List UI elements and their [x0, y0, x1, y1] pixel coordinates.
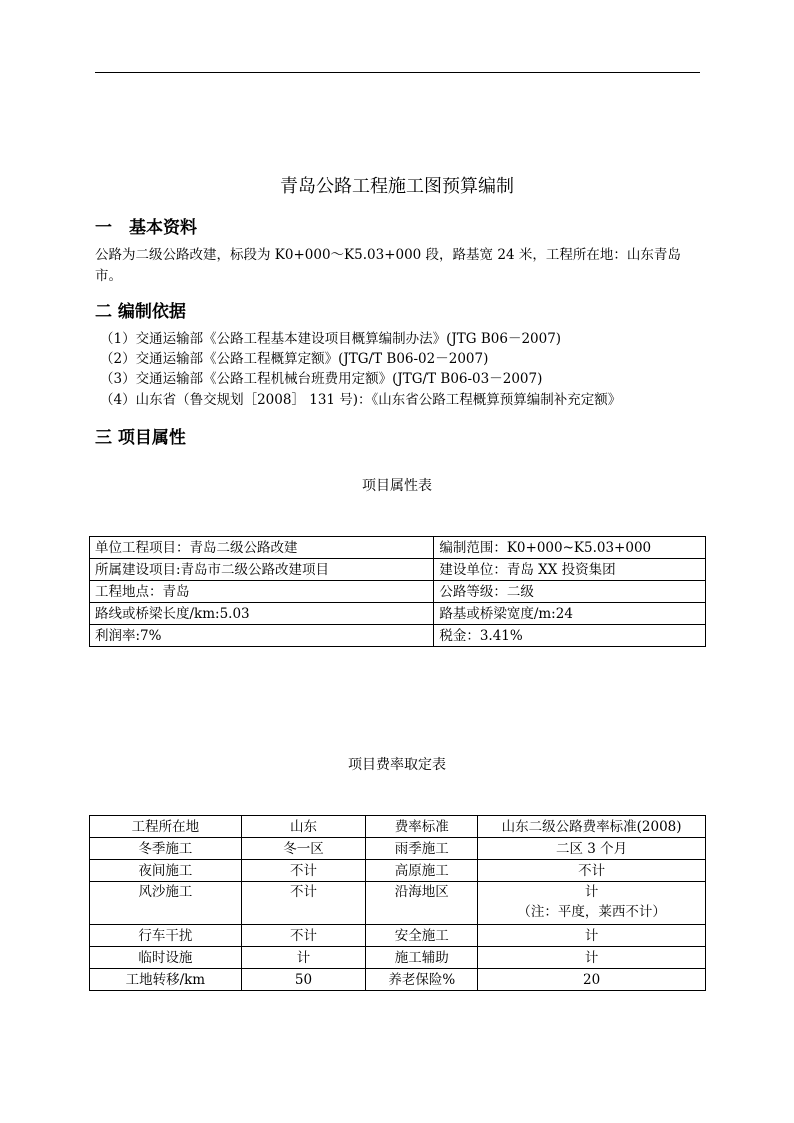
basis-item-2: （2）交通运输部《公路工程概算定额》(JTG/T B06-02－2007) [100, 351, 489, 367]
table-cell: 利润率:7% [90, 625, 434, 647]
table-cell: 编制范围：K0+000~K5.03+000 [434, 537, 706, 559]
table-row [90, 838, 706, 860]
coastal-value: 计 [584, 884, 599, 900]
table-row [90, 559, 706, 581]
table-cell: 计 [478, 947, 706, 969]
table-row [90, 860, 706, 882]
table-row [90, 947, 706, 969]
table-cell: 雨季施工 [366, 838, 478, 860]
table-cell [478, 882, 706, 925]
basis-item-4: （4）山东省（鲁交规划［2008］ 131 号)：《山东省公路工程概算预算编制补充定额》 [100, 392, 622, 408]
table-row [90, 816, 706, 838]
table-row [90, 969, 706, 991]
table-cell: 50 [241, 969, 366, 991]
table-cell: 养老保险% [366, 969, 478, 991]
table-cell: 工程地点：青岛 [90, 581, 434, 603]
table-cell: 安全施工 [366, 925, 478, 947]
header-rule [95, 72, 700, 73]
basis-item-1: （1）交通运输部《公路工程基本建设项目概算编制办法》(JTG B06－2007) [100, 331, 562, 347]
table-cell: 施工辅助 [366, 947, 478, 969]
table-cell: 公路等级：二级 [434, 581, 706, 603]
table-row [90, 925, 706, 947]
table-cell: 工程所在地 [90, 816, 242, 838]
table-cell: 不计 [241, 925, 366, 947]
table-cell: 沿海地区 [366, 882, 478, 925]
document-title: 青岛公路工程施工图预算编制 [280, 176, 514, 197]
table-row [90, 581, 706, 603]
table-cell: 冬一区 [241, 838, 366, 860]
table-cell: 计 [478, 925, 706, 947]
table-cell: 不计 [241, 860, 366, 882]
table-row [90, 603, 706, 625]
table-cell: 建设单位：青岛 XX 投资集团 [434, 559, 706, 581]
table-cell: 税金：3.41% [434, 625, 706, 647]
attribute-table [89, 536, 706, 647]
section-2-heading: 二 编制依据 [95, 302, 186, 322]
table-cell: 风沙施工 [90, 882, 242, 925]
section-1-text: 公路为二级公路改建，标段为 K0+000～K5.03+000 段，路基宽 24 米，工程所在地：山东青岛市。 [95, 247, 681, 284]
table-cell: 所属建设项目:青岛市二级公路改建项目 [90, 559, 434, 581]
table-cell: 山东二级公路费率标准(2008) [478, 816, 706, 838]
section-3-heading: 三 项目属性 [95, 428, 186, 448]
table-cell: 计 [241, 947, 366, 969]
table-cell: 费率标准 [366, 816, 478, 838]
table-cell: 夜间施工 [90, 860, 242, 882]
table-cell: 路基或桥梁宽度/m:24 [434, 603, 706, 625]
table-cell: 山东 [241, 816, 366, 838]
table-cell: 不计 [478, 860, 706, 882]
table-row [90, 625, 706, 647]
table-cell: 高原施工 [366, 860, 478, 882]
table-cell: 单位工程项目：青岛二级公路改建 [90, 537, 434, 559]
table-cell: 冬季施工 [90, 838, 242, 860]
table-row [90, 537, 706, 559]
table-cell: 行车干扰 [90, 925, 242, 947]
table-cell: 二区 3 个月 [478, 838, 706, 860]
rate-table [89, 815, 706, 991]
table-cell: 临时设施 [90, 947, 242, 969]
table-row [90, 882, 706, 925]
attr-table-caption: 项目属性表 [362, 478, 432, 494]
table-cell: 不计 [241, 882, 366, 925]
rate-table-caption: 项目费率取定表 [348, 757, 446, 773]
coastal-note: （注：平度，莱西不计） [517, 904, 666, 920]
basis-item-3: （3）交通运输部《公路工程机械台班费用定额》(JTG/T B06-03－2007) [100, 371, 543, 387]
table-cell: 20 [478, 969, 706, 991]
section-1-heading: 一 基本资料 [95, 218, 197, 238]
table-cell: 路线或桥梁长度/km:5.03 [90, 603, 434, 625]
table-cell: 工地转移/km [90, 969, 242, 991]
